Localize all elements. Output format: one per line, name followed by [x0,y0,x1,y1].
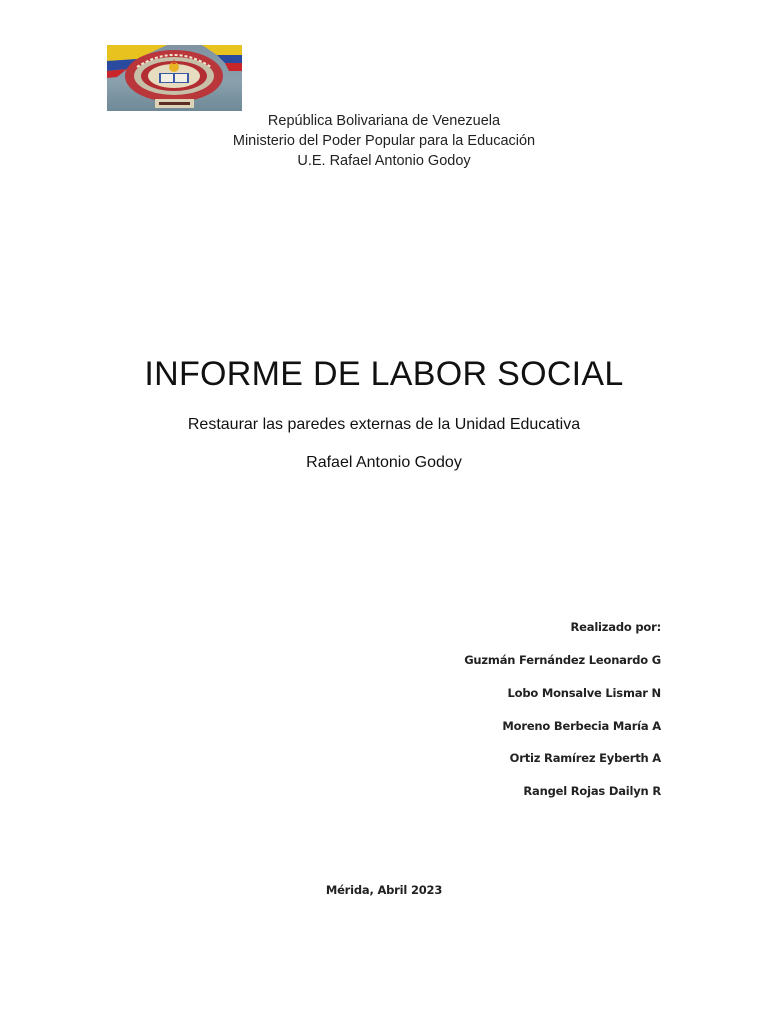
header-country: República Bolivariana de Venezuela [267,113,501,129]
school-logo [107,45,242,111]
subtitle-line-2: Rafael Antonio Godoy [306,454,462,471]
author-name: Lobo Monsalve Lismar N [507,686,661,700]
header-school: U.E. Rafael Antonio Godoy [297,153,471,169]
header-ministry: Ministerio del Poder Popular para la Educación [232,133,536,149]
document-title: INFORME DE LABOR SOCIAL [144,355,624,393]
subtitle-line-1: Restaurar las paredes externas de la Unidad Educativa [187,416,581,433]
author-name: Guzmán Fernández Leonardo G [464,653,661,667]
school-emblem-image [107,45,242,111]
author-name: Rangel Rojas Dailyn R [523,784,661,798]
place-and-date: Mérida, Abril 2023 [325,883,443,897]
author-name: Ortiz Ramírez Eyberth A [509,751,661,765]
authors-label: Realizado por: [570,620,661,634]
author-name: Moreno Berbecia María A [502,719,661,733]
